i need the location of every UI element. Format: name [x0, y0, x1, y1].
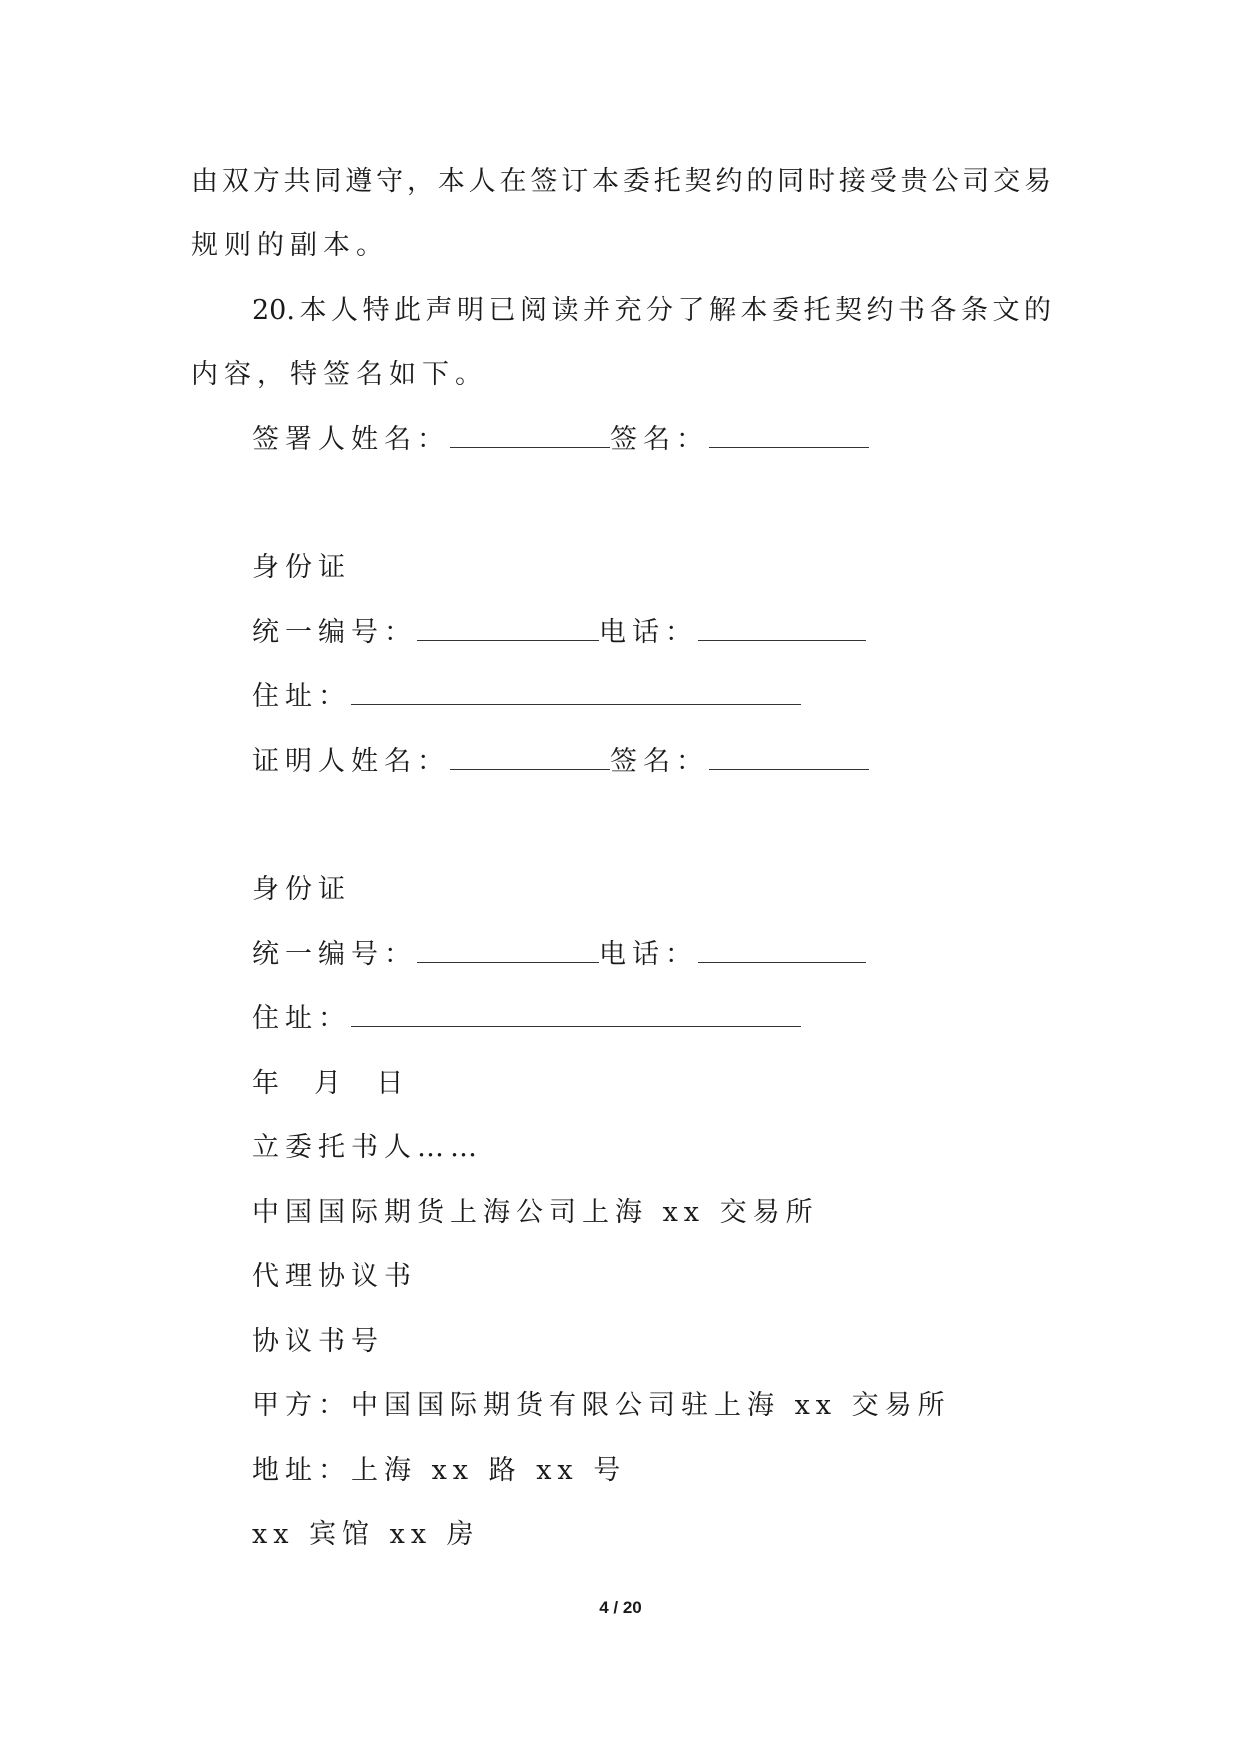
sign-blank[interactable]: [709, 427, 869, 448]
paragraph-line: 20.本人特此声明已阅读并充分了解本委托契约书各条文的: [252, 295, 1051, 326]
signer-name-label: 签署人姓名：: [252, 424, 450, 455]
address-row: [252, 1005, 801, 1032]
id-number-label: 统一编号：: [252, 939, 417, 970]
phone-label: 电话：: [599, 617, 698, 648]
sign-label: 签名：: [610, 424, 709, 455]
consignor-line: 立委托书人……: [252, 1132, 483, 1163]
id-phone-row: [252, 619, 866, 646]
id-number-blank[interactable]: [417, 620, 599, 641]
id-phone-row: [252, 941, 866, 968]
page-number: 4 / 20: [599, 1598, 642, 1617]
date-line: 年 月 日: [252, 1068, 410, 1099]
phone-label: 电话：: [599, 939, 698, 970]
id-number-label: 统一编号：: [252, 617, 417, 648]
witness-name-blank[interactable]: [450, 749, 610, 770]
paragraph-line: 内容，特签名如下。: [191, 359, 488, 390]
address-blank[interactable]: [351, 1006, 801, 1027]
signer-name-blank[interactable]: [450, 427, 610, 448]
party-a-line: 甲方：中国国际期货有限公司驻上海 xx 交易所: [252, 1390, 951, 1421]
id-number-blank[interactable]: [417, 942, 599, 963]
agreement-title: 代理协议书: [252, 1261, 417, 1292]
address-blank[interactable]: [351, 684, 801, 705]
paragraph-line: 由双方共同遵守，本人在签订本委托契约的同时接受贵公司交易: [191, 166, 1051, 197]
room-line: xx 宾馆 xx 房: [252, 1519, 480, 1550]
witness-row: [252, 748, 869, 775]
address-row: [252, 683, 801, 710]
paragraph-line: 规则的副本。: [191, 230, 389, 261]
address-label: 住址：: [252, 681, 351, 712]
id-card-label: 身份证: [252, 552, 351, 583]
sign-label: 签名：: [610, 746, 709, 777]
address-detail-line: 地址：上海 xx 路 xx 号: [252, 1455, 627, 1486]
witness-name-label: 证明人姓名：: [252, 746, 450, 777]
company-line: 中国国际期货上海公司上海 xx 交易所: [252, 1197, 819, 1228]
id-card-label: 身份证: [252, 874, 351, 905]
phone-blank[interactable]: [698, 620, 866, 641]
sign-blank[interactable]: [709, 749, 869, 770]
agreement-number: 协议书号: [252, 1326, 384, 1357]
address-label: 住址：: [252, 1003, 351, 1034]
phone-blank[interactable]: [698, 942, 866, 963]
signer-row: [252, 426, 869, 453]
